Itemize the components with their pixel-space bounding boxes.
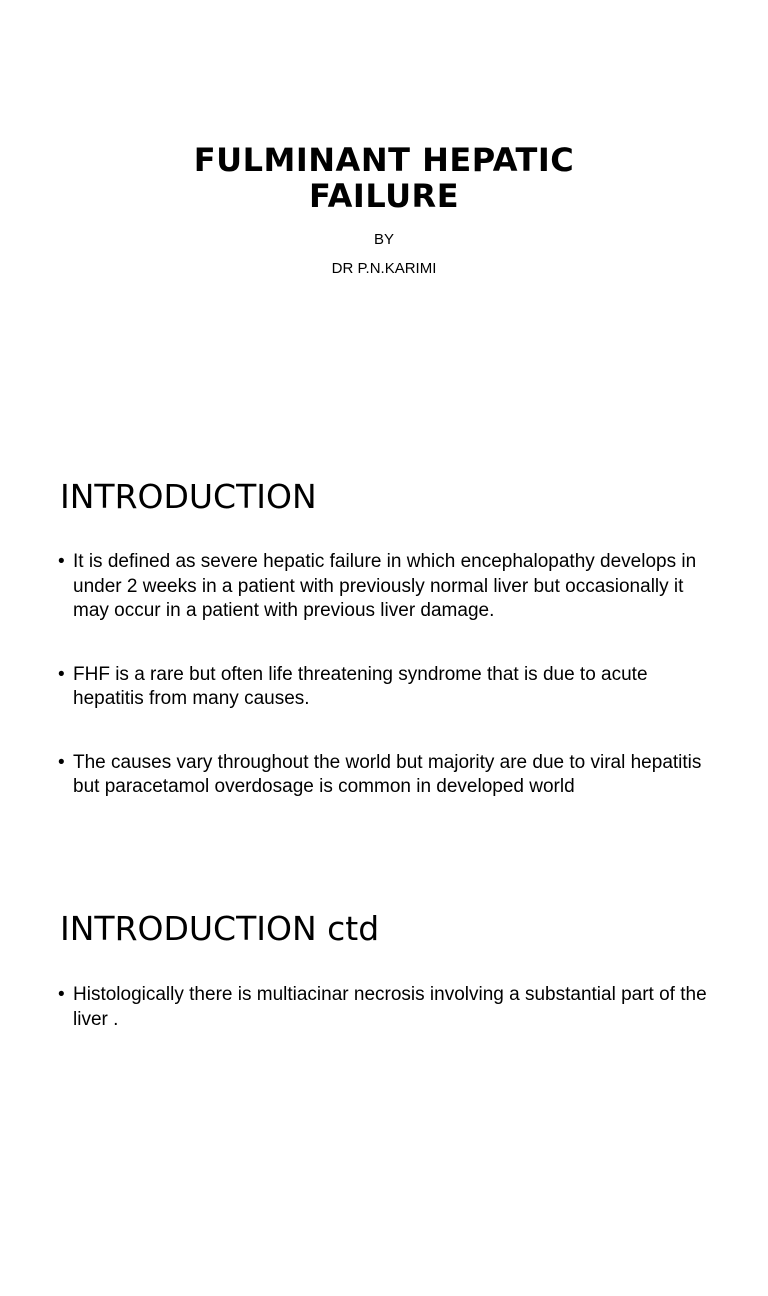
bullet-list bbox=[58, 983, 718, 1032]
subtitle-author: DR P.N.KARIMI bbox=[331, 260, 437, 277]
bullet-icon: • bbox=[58, 663, 65, 685]
bullet-text: It is defined as severe hepatic failure in which encephalopathy develops in under 2 weeks in a patient with previously normal liver but occasionally it may occur in a patient with previous liver damage. bbox=[73, 551, 697, 621]
bullet-text: The causes vary throughout the world but majority are due to viral hepatitis but paracetamol overdosage is common in developed world bbox=[73, 751, 702, 797]
bullet-text: Histologically there is multiacinar necrosis involving a substantial part of the liver . bbox=[73, 984, 707, 1030]
bullet-item bbox=[58, 550, 718, 624]
bullet-icon: • bbox=[58, 551, 65, 572]
slide-heading: INTRODUCTION bbox=[60, 477, 317, 516]
bullet-list bbox=[58, 550, 718, 800]
slide-heading: INTRODUCTION ctd bbox=[60, 909, 380, 948]
bullet-icon: • bbox=[58, 984, 65, 1005]
bullet-item bbox=[58, 663, 718, 712]
bullet-item bbox=[58, 983, 718, 1032]
bullet-icon: • bbox=[58, 751, 65, 773]
slide-title-line: FULMINANT HEPATIC bbox=[193, 141, 575, 179]
subtitle-by: BY bbox=[373, 231, 394, 248]
slide-title-line: FAILURE bbox=[308, 177, 460, 215]
bullet-item bbox=[58, 751, 718, 800]
introduction-slide bbox=[0, 432, 768, 864]
title-slide bbox=[0, 0, 768, 432]
bullet-text: FHF is a rare but often life threatening syndrome that is due to acute hepatitis from many causes. bbox=[73, 663, 648, 709]
introduction-ctd-slide bbox=[0, 864, 768, 1296]
slide-title bbox=[0, 142, 768, 214]
